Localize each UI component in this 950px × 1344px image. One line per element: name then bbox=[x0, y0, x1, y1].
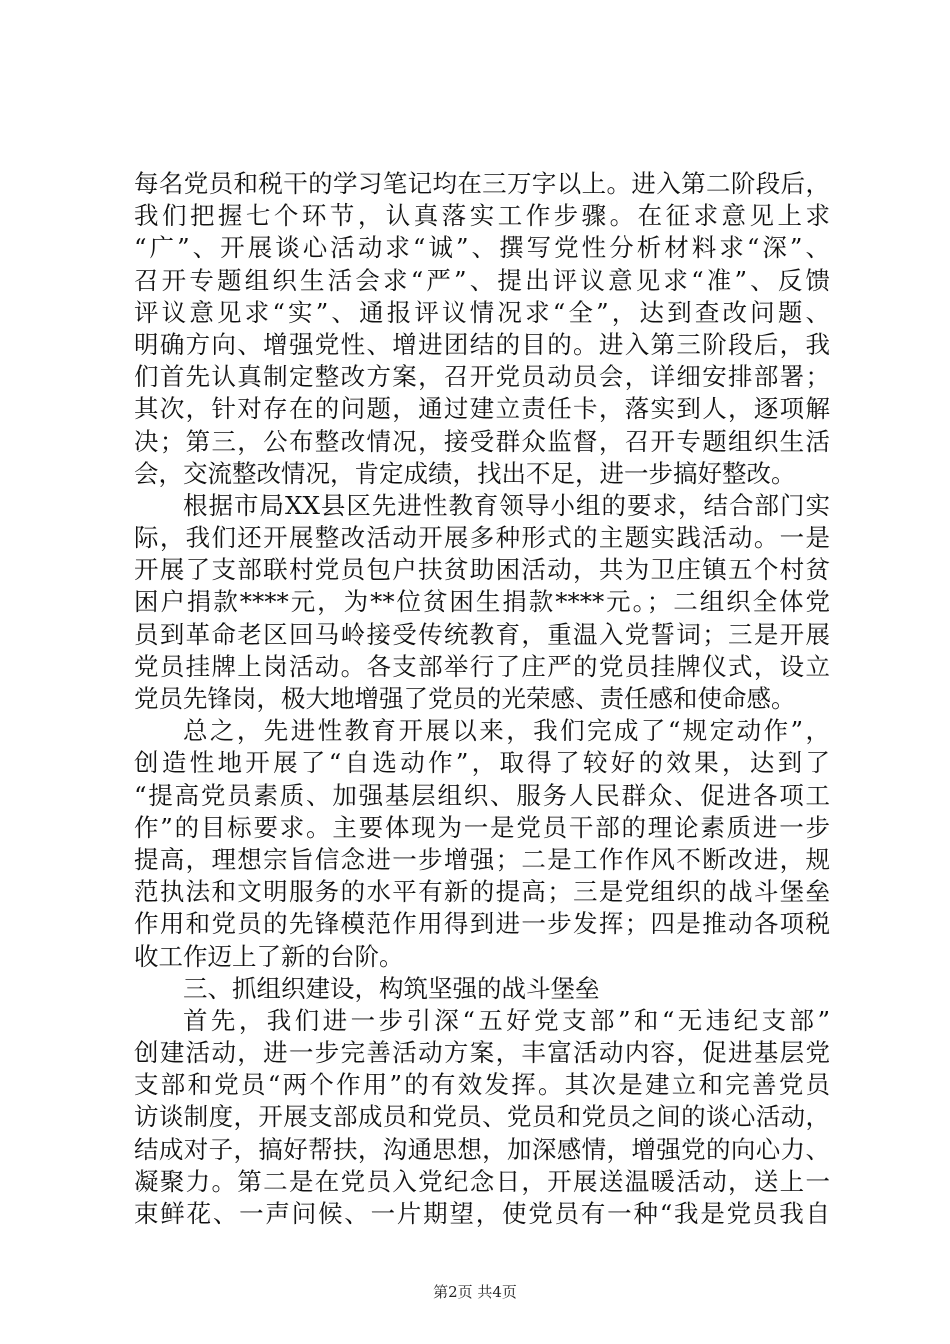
paragraph-first-line: 根据市局XX县区先进性教育领导小组的要求，结合部门实 bbox=[183, 490, 830, 520]
text-line: 范执法和文明服务的水平有新的提高；三是党组织的战斗堡垒 bbox=[134, 877, 830, 907]
text-line: 际，我们还开展整改活动开展多种形式的主题实践活动。一是 bbox=[134, 523, 830, 553]
paragraph-first-line: 首先，我们进一步引深“五好党支部”和“无违纪支部” bbox=[183, 1005, 830, 1035]
text-line: 访谈制度，开展支部成员和党员、党员和党员之间的谈心活动， bbox=[134, 1102, 830, 1132]
text-line: 每名党员和税干的学习笔记均在三万字以上。进入第二阶段后， bbox=[134, 169, 830, 198]
text-line: “提高党员素质、加强基层组织、服务人民群众、促进各项工 bbox=[134, 780, 830, 810]
text-line: 会，交流整改情况，肯定成绩，找出不足，进一步搞好整改。 bbox=[134, 458, 796, 488]
text-line: 束鲜花、一声问候、一片期望，使党员有一种“我是党员我自 bbox=[134, 1199, 830, 1228]
text-line: 困户捐款****元，为**位贫困生捐款****元。；二组织全体党 bbox=[134, 587, 830, 617]
text-line: 凝聚力。第二是在党员入党纪念日，开展送温暖活动，送上一 bbox=[134, 1166, 830, 1196]
section-heading: 三、抓组织建设，构筑坚强的战斗堡垒 bbox=[183, 973, 600, 1003]
text-line: 党员挂牌上岗活动。各支部举行了庄严的党员挂牌仪式，设立 bbox=[134, 651, 830, 681]
text-line: 作”的目标要求。主要体现为一是党员干部的理论素质进一步 bbox=[134, 812, 830, 842]
text-line: 作用和党员的先锋模范作用得到进一步发挥；四是推动各项税 bbox=[134, 909, 830, 939]
text-line: 决；第三，公布整改情况，接受群众监督，召开专题组织生活 bbox=[134, 426, 830, 456]
text-line: 支部和党员“两个作用”的有效发挥。其次是建立和完善党员 bbox=[134, 1070, 830, 1100]
text-line: 评议意见求“实”、通报评议情况求“全”，达到查改问题、 bbox=[134, 297, 830, 327]
text-line: 开展了支部联村党员包户扶贫助困活动，共为卫庄镇五个村贫 bbox=[134, 555, 830, 585]
text-line: 结成对子，搞好帮扶，沟通思想，加深感情，增强党的向心力、 bbox=[134, 1134, 830, 1164]
text-line: 创建活动，进一步完善活动方案，丰富活动内容，促进基层党 bbox=[134, 1038, 830, 1068]
document-body bbox=[134, 168, 830, 1230]
text-line: 创造性地开展了“自选动作”，取得了较好的效果，达到了 bbox=[134, 748, 830, 778]
text-line: 提高，理想宗旨信念进一步增强；二是工作作风不断改进，规 bbox=[134, 844, 830, 874]
text-line: 员到革命老区回马岭接受传统教育，重温入党誓词；三是开展 bbox=[134, 619, 830, 649]
paragraph-first-line: 总之，先进性教育开展以来，我们完成了“规定动作”， bbox=[183, 716, 830, 746]
text-line: 党员先锋岗，极大地增强了党员的光荣感、责任感和使命感。 bbox=[134, 684, 796, 713]
text-line: 其次，针对存在的问题，通过建立责任卡，落实到人，逐项解 bbox=[134, 394, 830, 424]
text-line: 召开专题组织生活会求“严”、提出评议意见求“准”、反馈 bbox=[134, 265, 830, 295]
text-line: “广”、开展谈心活动求“诚”、撰写党性分析材料求“深”、 bbox=[134, 233, 830, 263]
text-line: 收工作迈上了新的台阶。 bbox=[134, 941, 404, 971]
text-line: 我们把握七个环节，认真落实工作步骤。在征求意见上求 bbox=[134, 201, 830, 231]
text-line: 明确方向、增强党性、增进团结的目的。进入第三阶段后，我 bbox=[134, 329, 830, 359]
page-number-footer: 第2页 共4页 bbox=[433, 1283, 517, 1301]
text-line: 们首先认真制定整改方案，召开党员动员会，详细安排部署； bbox=[134, 362, 830, 392]
